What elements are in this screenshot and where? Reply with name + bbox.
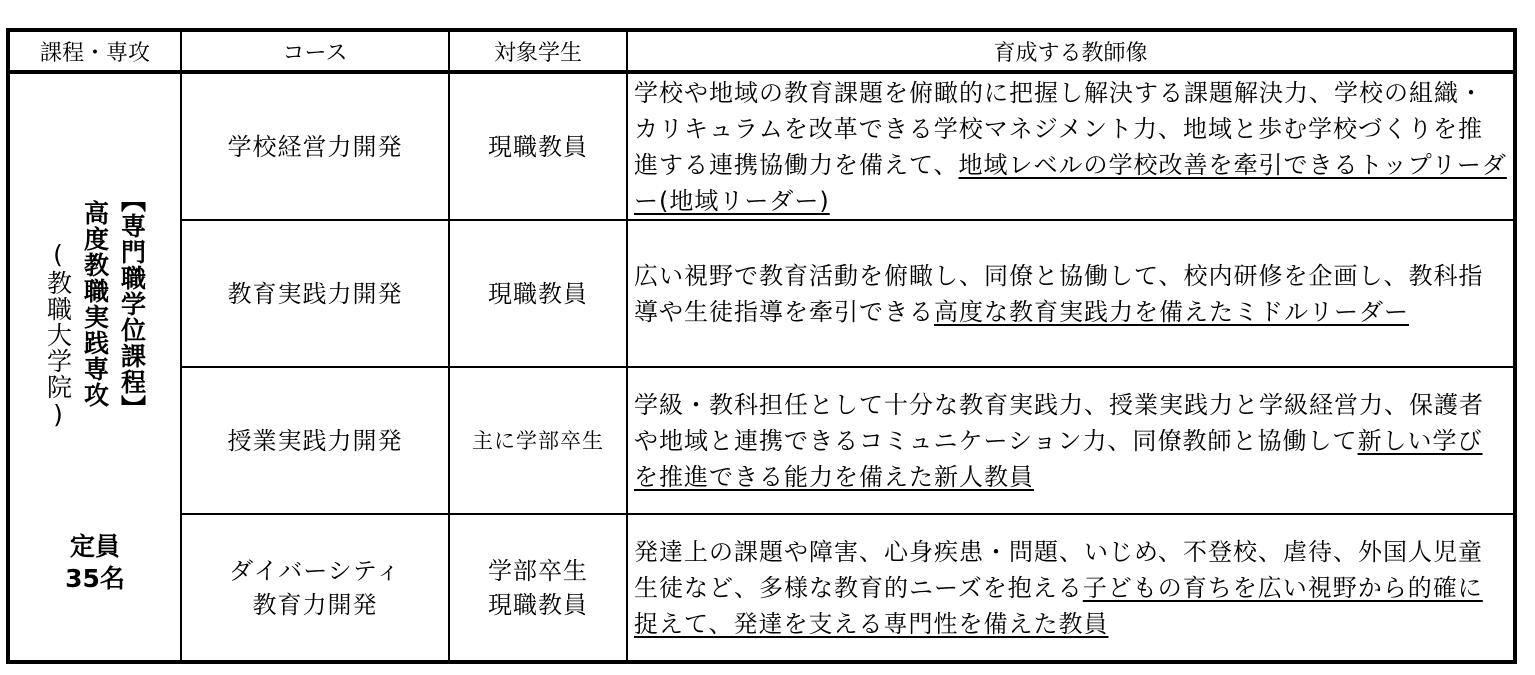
course-name: 授業実践力開発 bbox=[181, 367, 449, 514]
program-major-label: 高度教職実践専攻 bbox=[80, 200, 110, 408]
teacher-profile-description bbox=[627, 514, 1515, 662]
teacher-profile-description bbox=[627, 72, 1515, 220]
table-row bbox=[8, 367, 1515, 514]
course-name: ダイバーシティ 教育力開発 bbox=[181, 514, 449, 662]
description-text: 学校や地域の教育課題を俯瞰的に把握し解決する課題解決力、学校の組織・カリキュラムを改革できる学校マネジメント力、地域と歩む学校づくりを推進する連携協働力を備えて、 bbox=[634, 78, 1484, 179]
header-course: コース bbox=[181, 30, 449, 72]
program-degree-label: 【専門職学位課程】 bbox=[117, 187, 147, 421]
program-name-vertical bbox=[40, 139, 151, 469]
target-students: 現職教員 bbox=[449, 220, 627, 367]
header-teacher-profile: 育成する教師像 bbox=[627, 30, 1515, 72]
target-students: 主に学部卒生 bbox=[449, 367, 627, 514]
description-highlight: 高度な教育実践力を備えたミドルリーダー bbox=[934, 297, 1409, 326]
description-highlight: 新しい学びを推進できる能力を備えた新人教員 bbox=[634, 426, 1483, 491]
description-highlight: 子どもの育ちを広い視野から的確に捉えて、発達を支える専門性を備えた教員 bbox=[634, 573, 1483, 638]
teacher-profile-description bbox=[627, 367, 1515, 514]
description-text: 広い視野で教育活動を俯瞰し、同僚と協働して、校内研修を企画し、教科指導や生徒指導を牽引できる bbox=[634, 261, 1484, 326]
graduate-course-table bbox=[6, 28, 1517, 664]
description-text: 学級・教科担任として十分な教育実践力、授業実践力と学級経営力、保護者や地域と連携できるコミュニケーション力、同僚教師と協働して bbox=[634, 390, 1484, 455]
description-highlight: 地域レベルの学校改善を牽引できるトップリーダー(地域リーダー) bbox=[634, 150, 1507, 215]
description-text: 発達上の課題や障害、心身疾患・問題、いじめ、不登校、虐待、外国人児童生徒など、多様な教育的ニーズを抱える bbox=[634, 537, 1484, 602]
table-row bbox=[8, 220, 1515, 367]
course-name: 教育実践力開発 bbox=[181, 220, 449, 367]
capacity-value: 35名 bbox=[65, 564, 125, 593]
table-row bbox=[8, 72, 1515, 220]
table-header-row bbox=[8, 30, 1515, 72]
program-school-label: (教職大学院) bbox=[43, 240, 73, 430]
course-name: 学校経営力開発 bbox=[181, 72, 449, 220]
target-students: 現職教員 bbox=[449, 72, 627, 220]
header-program: 課程・専攻 bbox=[8, 30, 181, 72]
program-cell bbox=[8, 72, 181, 662]
header-target-students: 対象学生 bbox=[449, 30, 627, 72]
target-students: 学部卒生 現職教員 bbox=[449, 514, 627, 662]
table-row bbox=[8, 514, 1515, 662]
capacity bbox=[10, 531, 180, 595]
teacher-profile-description bbox=[627, 220, 1515, 367]
capacity-label: 定員 bbox=[69, 532, 120, 561]
